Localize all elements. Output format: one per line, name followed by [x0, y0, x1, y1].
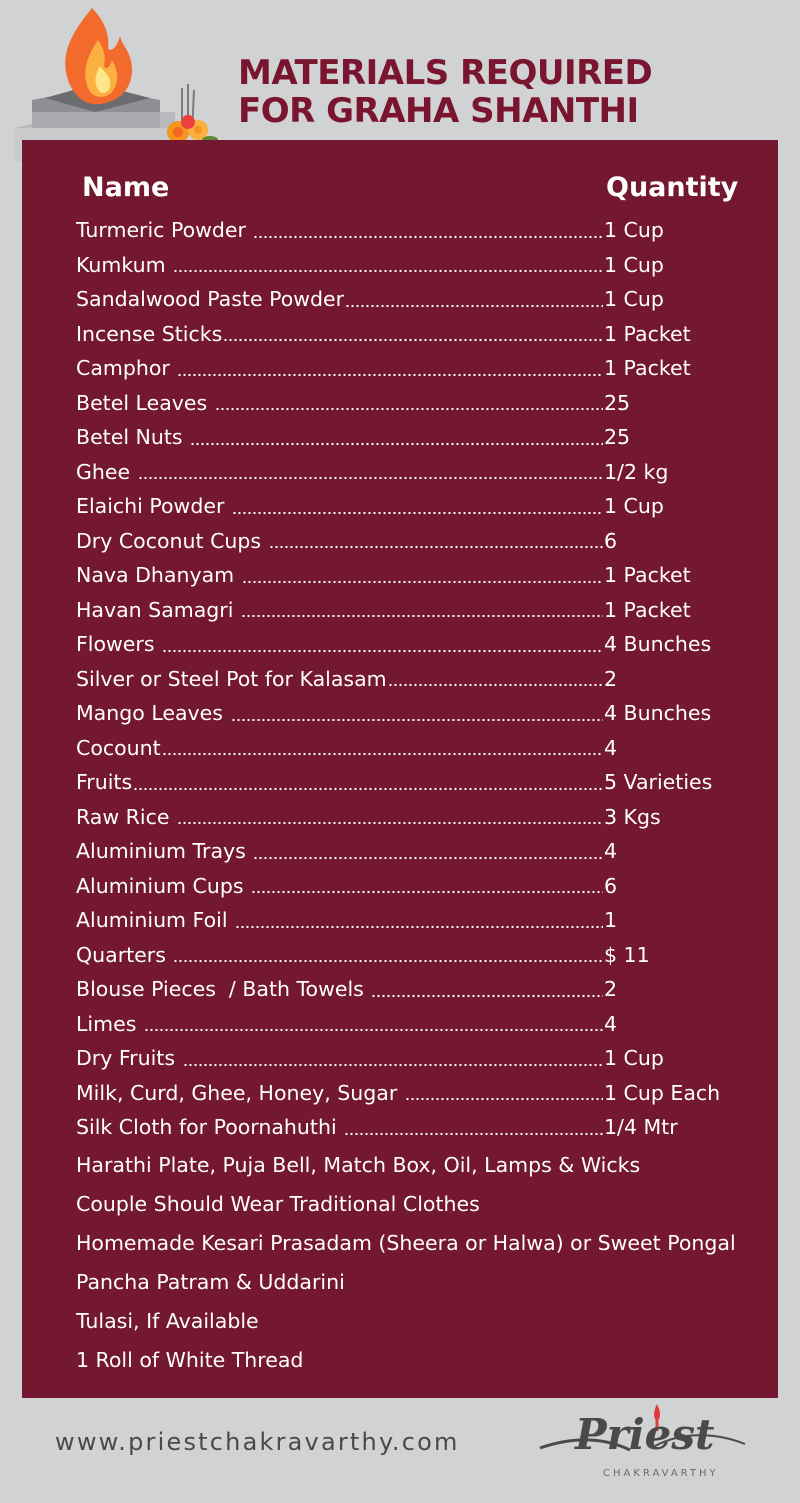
item-quantity: 1 Cup — [604, 494, 664, 519]
table-row — [76, 972, 726, 1007]
dot-leader — [177, 373, 603, 377]
note-item: 1 Roll of White Thread — [76, 1347, 304, 1372]
title-line-2: FOR GRAHA SHANTHI — [238, 91, 639, 131]
item-name: Camphor — [76, 356, 177, 381]
table-row — [76, 662, 726, 697]
table-row — [76, 1007, 726, 1042]
note-item: Tulasi, If Available — [76, 1308, 259, 1333]
dot-leader — [223, 338, 603, 342]
note-item: Harathi Plate, Puja Bell, Match Box, Oil, Lamps & Wicks — [76, 1152, 641, 1177]
item-quantity: $ 11 — [604, 942, 650, 967]
table-row — [76, 213, 726, 248]
table-row — [76, 627, 726, 662]
dot-leader — [388, 683, 603, 687]
dot-leader — [241, 614, 603, 618]
item-name: Flowers — [76, 632, 162, 657]
item-name: Milk, Curd, Ghee, Honey, Sugar — [76, 1080, 404, 1105]
item-name: Mango Leaves — [76, 701, 230, 726]
column-header-name: Name — [82, 172, 170, 203]
item-quantity: 1/4 Mtr — [604, 1115, 678, 1140]
header — [0, 0, 800, 140]
item-quantity: 1 Packet — [604, 356, 691, 381]
table-row — [76, 1076, 726, 1111]
item-quantity: 1 Cup Each — [604, 1080, 721, 1105]
dot-leader — [253, 235, 603, 239]
item-name: Sandalwood Paste Powder — [76, 287, 345, 312]
column-header-quantity: Quantity — [606, 172, 739, 203]
dot-leader — [235, 925, 603, 929]
item-quantity: 4 — [604, 839, 618, 864]
dot-leader — [231, 718, 604, 722]
table-row — [76, 1110, 726, 1145]
item-name: Raw Rice — [76, 804, 176, 829]
item-quantity: 1 Packet — [604, 563, 691, 588]
table-row — [76, 696, 726, 731]
item-name: Dry Coconut Cups — [76, 528, 268, 553]
item-name: Limes — [76, 1011, 143, 1036]
dot-leader — [138, 476, 603, 480]
item-name: Blouse Pieces / Bath Towels — [76, 977, 371, 1002]
dot-leader — [405, 1097, 603, 1101]
item-name: Havan Samagri — [76, 597, 240, 622]
dot-leader — [251, 890, 603, 894]
title-line-1: MATERIALS REQUIRED — [238, 53, 653, 93]
item-name: Betel Leaves — [76, 390, 214, 415]
table-row — [76, 317, 726, 352]
item-name: Ghee — [76, 459, 137, 484]
table-row — [76, 869, 726, 904]
item-name: Aluminium Trays — [76, 839, 253, 864]
logo-wordmark: Priest — [575, 1410, 715, 1459]
item-quantity: 4 — [604, 735, 618, 760]
item-name: Incense Sticks — [76, 321, 223, 346]
item-quantity: 4 Bunches — [604, 632, 712, 657]
table-row — [76, 455, 726, 490]
item-quantity: 2 — [604, 666, 618, 691]
item-name: Elaichi Powder — [76, 494, 231, 519]
item-name: Fruits — [76, 770, 133, 795]
dot-leader — [133, 787, 603, 791]
item-quantity: 25 — [604, 390, 631, 415]
item-quantity: 1 Cup — [604, 218, 664, 243]
table-row — [76, 248, 726, 283]
dot-leader — [215, 407, 603, 411]
item-quantity: 1 — [604, 908, 618, 933]
dot-leader — [173, 959, 603, 963]
table-row — [76, 489, 726, 524]
note-item: Pancha Patram & Uddarini — [76, 1269, 345, 1294]
logo-subtitle: CHAKRAVARTHY — [603, 1468, 719, 1479]
table-row — [76, 1041, 726, 1076]
page-title — [238, 54, 652, 130]
item-name: Silk Cloth for Poornahuthi — [76, 1115, 344, 1140]
item-name: Dry Fruits — [76, 1046, 182, 1071]
table-row — [76, 558, 726, 593]
item-quantity: 5 Varieties — [604, 770, 713, 795]
dot-leader — [183, 1063, 603, 1067]
item-quantity: 1 Packet — [604, 321, 691, 346]
table-row — [76, 593, 726, 628]
dot-leader — [269, 545, 603, 549]
item-name: Kumkum — [76, 252, 173, 277]
table-row — [76, 938, 726, 973]
table-row — [76, 351, 726, 386]
materials-list — [76, 213, 726, 1145]
table-row — [76, 731, 726, 766]
item-name: Nava Dhanyam — [76, 563, 241, 588]
table-row — [76, 524, 726, 559]
dot-leader — [371, 994, 603, 998]
dot-leader — [162, 649, 603, 653]
dot-leader — [177, 821, 603, 825]
table-row — [76, 420, 726, 455]
note-item: Homemade Kesari Prasadam (Sheera or Halwa) or Sweet Pongal — [76, 1230, 736, 1255]
item-name: Cocount — [76, 735, 161, 760]
item-quantity: 1 Cup — [604, 1046, 664, 1071]
item-quantity: 6 — [604, 873, 618, 898]
table-row — [76, 765, 726, 800]
note-item: Couple Should Wear Traditional Clothes — [76, 1191, 480, 1216]
brand-logo — [535, 1408, 750, 1488]
dot-leader — [144, 1028, 603, 1032]
item-quantity: 1 Cup — [604, 252, 664, 277]
item-name: Quarters — [76, 942, 173, 967]
item-quantity: 1/2 kg — [604, 459, 669, 484]
dot-leader — [190, 442, 603, 446]
item-quantity: 2 — [604, 977, 618, 1002]
table-row — [76, 282, 726, 317]
additional-notes-list — [76, 1145, 776, 1379]
item-name: Aluminium Foil — [76, 908, 235, 933]
item-quantity: 4 — [604, 1011, 618, 1036]
item-quantity: 3 Kgs — [604, 804, 661, 829]
item-name: Betel Nuts — [76, 425, 190, 450]
table-row — [76, 386, 726, 421]
item-name: Silver or Steel Pot for Kalasam — [76, 666, 387, 691]
dot-leader — [344, 1132, 603, 1136]
item-name: Aluminium Cups — [76, 873, 251, 898]
website-url: www.priestchakravarthy.com — [55, 1428, 460, 1456]
item-quantity: 1 Cup — [604, 287, 664, 312]
item-quantity: 1 Packet — [604, 597, 691, 622]
dot-leader — [162, 752, 603, 756]
item-quantity: 25 — [604, 425, 631, 450]
table-row — [76, 834, 726, 869]
dot-leader — [345, 304, 603, 308]
item-name: Turmeric Powder — [76, 218, 253, 243]
dot-leader — [232, 511, 603, 515]
dot-leader — [242, 580, 603, 584]
dot-leader — [253, 856, 603, 860]
item-quantity: 4 Bunches — [604, 701, 712, 726]
item-quantity: 6 — [604, 528, 618, 553]
table-row — [76, 800, 726, 835]
dot-leader — [173, 269, 603, 273]
table-row — [76, 903, 726, 938]
